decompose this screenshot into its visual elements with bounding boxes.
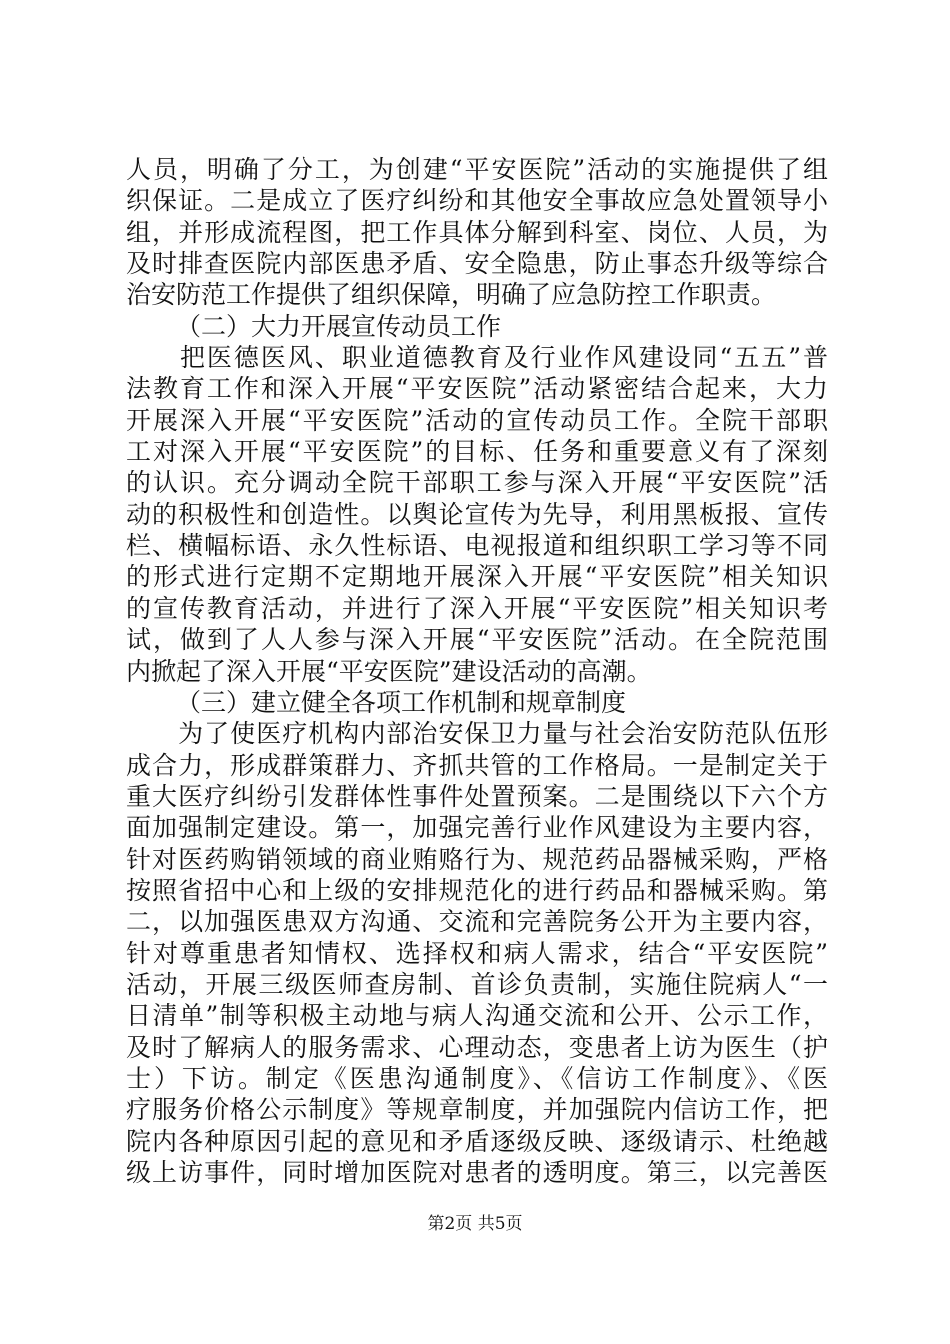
body-line: 工对深入开展“平安医院”的目标、任务和重要意义有了深刻: [126, 437, 828, 467]
body-line: 活动，开展三级医师查房制、首诊负责制，实施住院病人“一: [126, 969, 828, 999]
body-line: 针对医药购销领域的商业贿赂行为、规范药品器械采购，严格: [126, 844, 828, 874]
body-line: 的宣传教育活动，并进行了深入开展“平安医院”相关知识考: [126, 593, 828, 623]
document-body: [126, 154, 828, 1188]
body-line: 的认识。充分调动全院干部职工参与深入开展“平安医院”活: [126, 468, 828, 498]
body-line: 重大医疗纠纷引发群体性事件处置预案。二是围绕以下六个方: [126, 781, 828, 811]
body-line: 的形式进行定期不定期地开展深入开展“平安医院”相关知识: [126, 562, 828, 592]
section-heading: （二）大力开展宣传动员工作: [176, 311, 502, 341]
body-line: 日清单”制等积极主动地与病人沟通交流和公开、公示工作，: [126, 1001, 828, 1031]
body-line: 疗服务价格公示制度》等规章制度，并加强院内信访工作，把: [126, 1095, 828, 1125]
body-line: 面加强制定建设。第一，加强完善行业作风建设为主要内容，: [126, 813, 828, 843]
body-line: 级上访事件，同时增加医院对患者的透明度。第三，以完善医: [126, 1158, 828, 1187]
body-line: 针对尊重患者知情权、选择权和病人需求，结合“平安医院”: [126, 938, 828, 968]
body-line: 开展深入开展“平安医院”活动的宣传动员工作。全院干部职: [126, 405, 828, 435]
body-line: 治安防范工作提供了组织保障，明确了应急防控工作职责。: [126, 280, 777, 310]
body-line: 栏、横幅标语、永久性标语、电视报道和组织职工学习等不同: [126, 531, 828, 561]
body-line: 人员，明确了分工，为创建“平安医院”活动的实施提供了组: [126, 155, 828, 184]
body-line: 组，并形成流程图，把工作具体分解到科室、岗位、人员，为: [126, 217, 828, 247]
body-line: 院内各种原因引起的意见和矛盾逐级反映、逐级请示、杜绝越: [126, 1126, 828, 1156]
body-line: 织保证。二是成立了医疗纠纷和其他安全事故应急处置领导小: [126, 186, 828, 216]
body-line: 及时排查医院内部医患矛盾、安全隐患，防止事态升级等综合: [126, 249, 828, 279]
body-line: 内掀起了深入开展“平安医院”建设活动的高潮。: [126, 656, 652, 686]
body-line: 法教育工作和深入开展“平安医院”活动紧密结合起来，大力: [126, 374, 828, 404]
body-line: 及时了解病人的服务需求、心理动态，变患者上访为医生（护: [126, 1032, 828, 1062]
body-line: 动的积极性和创造性。以舆论宣传为先导，利用黑板报、宣传: [126, 499, 828, 529]
body-line: 按照省招中心和上级的安排规范化的进行药品和器械采购。第: [126, 875, 828, 905]
body-line: 二，以加强医患双方沟通、交流和完善院务公开为主要内容，: [126, 907, 828, 937]
body-line: 试，做到了人人参与深入开展“平安医院”活动。在全院范围: [126, 625, 828, 655]
body-line: 成合力，形成群策群力、齐抓共管的工作格局。一是制定关于: [126, 750, 828, 780]
body-line: 为了使医疗机构内部治安保卫力量与社会治安防范队伍形: [126, 719, 828, 749]
body-line: 把医德医风、职业道德教育及行业作风建设同“五五”普: [126, 343, 828, 373]
body-line: 士）下访。制定《医患沟通制度》、《信访工作制度》、《医: [126, 1063, 828, 1093]
page-footer: 第2页 共5页: [427, 1214, 523, 1234]
section-heading: （三）建立健全各项工作机制和规章制度: [176, 687, 627, 717]
